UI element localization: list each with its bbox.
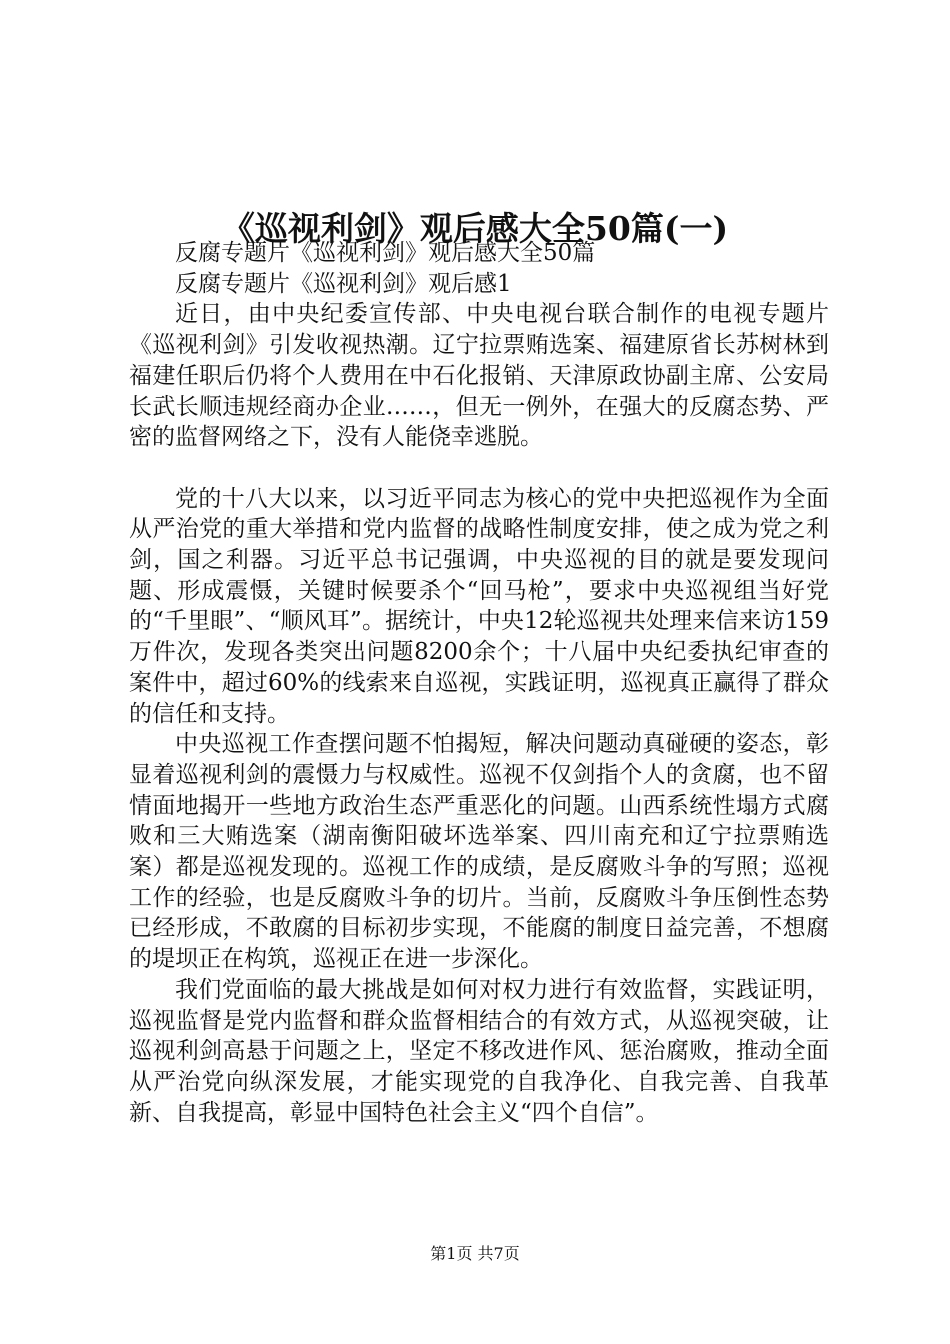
body-paragraph-4: 我们党面临的最大挑战是如何对权力进行有效监督，实践证明，巡视监督是党内监督和群众监督相结合的有效方式，从巡视突破，让巡视利剑高悬于问题之上，坚定不移改进作风、惩治腐败，推动全面从严治党向纵深发展，才能实现党的自我净化、自我完善、自我革新、自我提高，彰显中国特色社会主义“四个自信”。 [129, 976, 829, 1126]
document-body [129, 238, 829, 1128]
document-title: 《巡视利剑》观后感大全50篇(一) [221, 209, 729, 249]
subtitle-line-1: 反腐专题片《巡视利剑》观后感大全50篇 [175, 240, 596, 266]
page-number-footer: 第1页 共7页 [430, 1244, 520, 1263]
body-paragraph-3: 中央巡视工作查摆问题不怕揭短，解决问题动真碰硬的姿态，彰显着巡视利剑的震慑力与权威性。巡视不仅剑指个人的贪腐，也不留情面地揭开一些地方政治生态严重恶化的问题。山西系统性塌方式腐败和三大贿选案（湖南衡阳破坏选举案、四川南充和辽宁拉票贿选案）都是巡视发现的。巡视工作的成绩，是反腐败斗争的写照；巡视工作的经验，也是反腐败斗争的切片。当前，反腐败斗争压倒性态势已经形成，不敢腐的目标初步实现，不能腐的制度日益完善，不想腐的堤坝正在构筑，巡视正在进一步深化。 [129, 731, 829, 973]
body-paragraph-2: 党的十八大以来，以习近平同志为核心的党中央把巡视作为全面从严治党的重大举措和党内监督的战略性制度安排，使之成为党之利剑，国之利器。习近平总书记强调，中央巡视的目的就是要发现问题、形成震慑，关键时候要杀个“回马枪”，要求中央巡视组当好党的“千里眼”、“顺风耳”。据统计，中央12轮巡视共处理来信来访159万件次，发现各类突出问题8200余个；十八届中央纪委执纪审查的案件中，超过60%的线索来自巡视，实践证明，巡视真正赢得了群众的信任和支持。 [129, 485, 829, 727]
subtitle-line-2: 反腐专题片《巡视利剑》观后感1 [175, 270, 512, 297]
body-paragraph-1: 近日，由中央纪委宣传部、中央电视台联合制作的电视专题片《巡视利剑》引发收视热潮。辽宁拉票贿选案、福建原省长苏树林到福建任职后仍将个人费用在中石化报销、天津原政协副主席、公安局长武长顺违规经商办企业……，但无一例外，在强大的反腐态势、严密的监督网络之下，没有人能侥幸逃脱。 [129, 301, 829, 451]
